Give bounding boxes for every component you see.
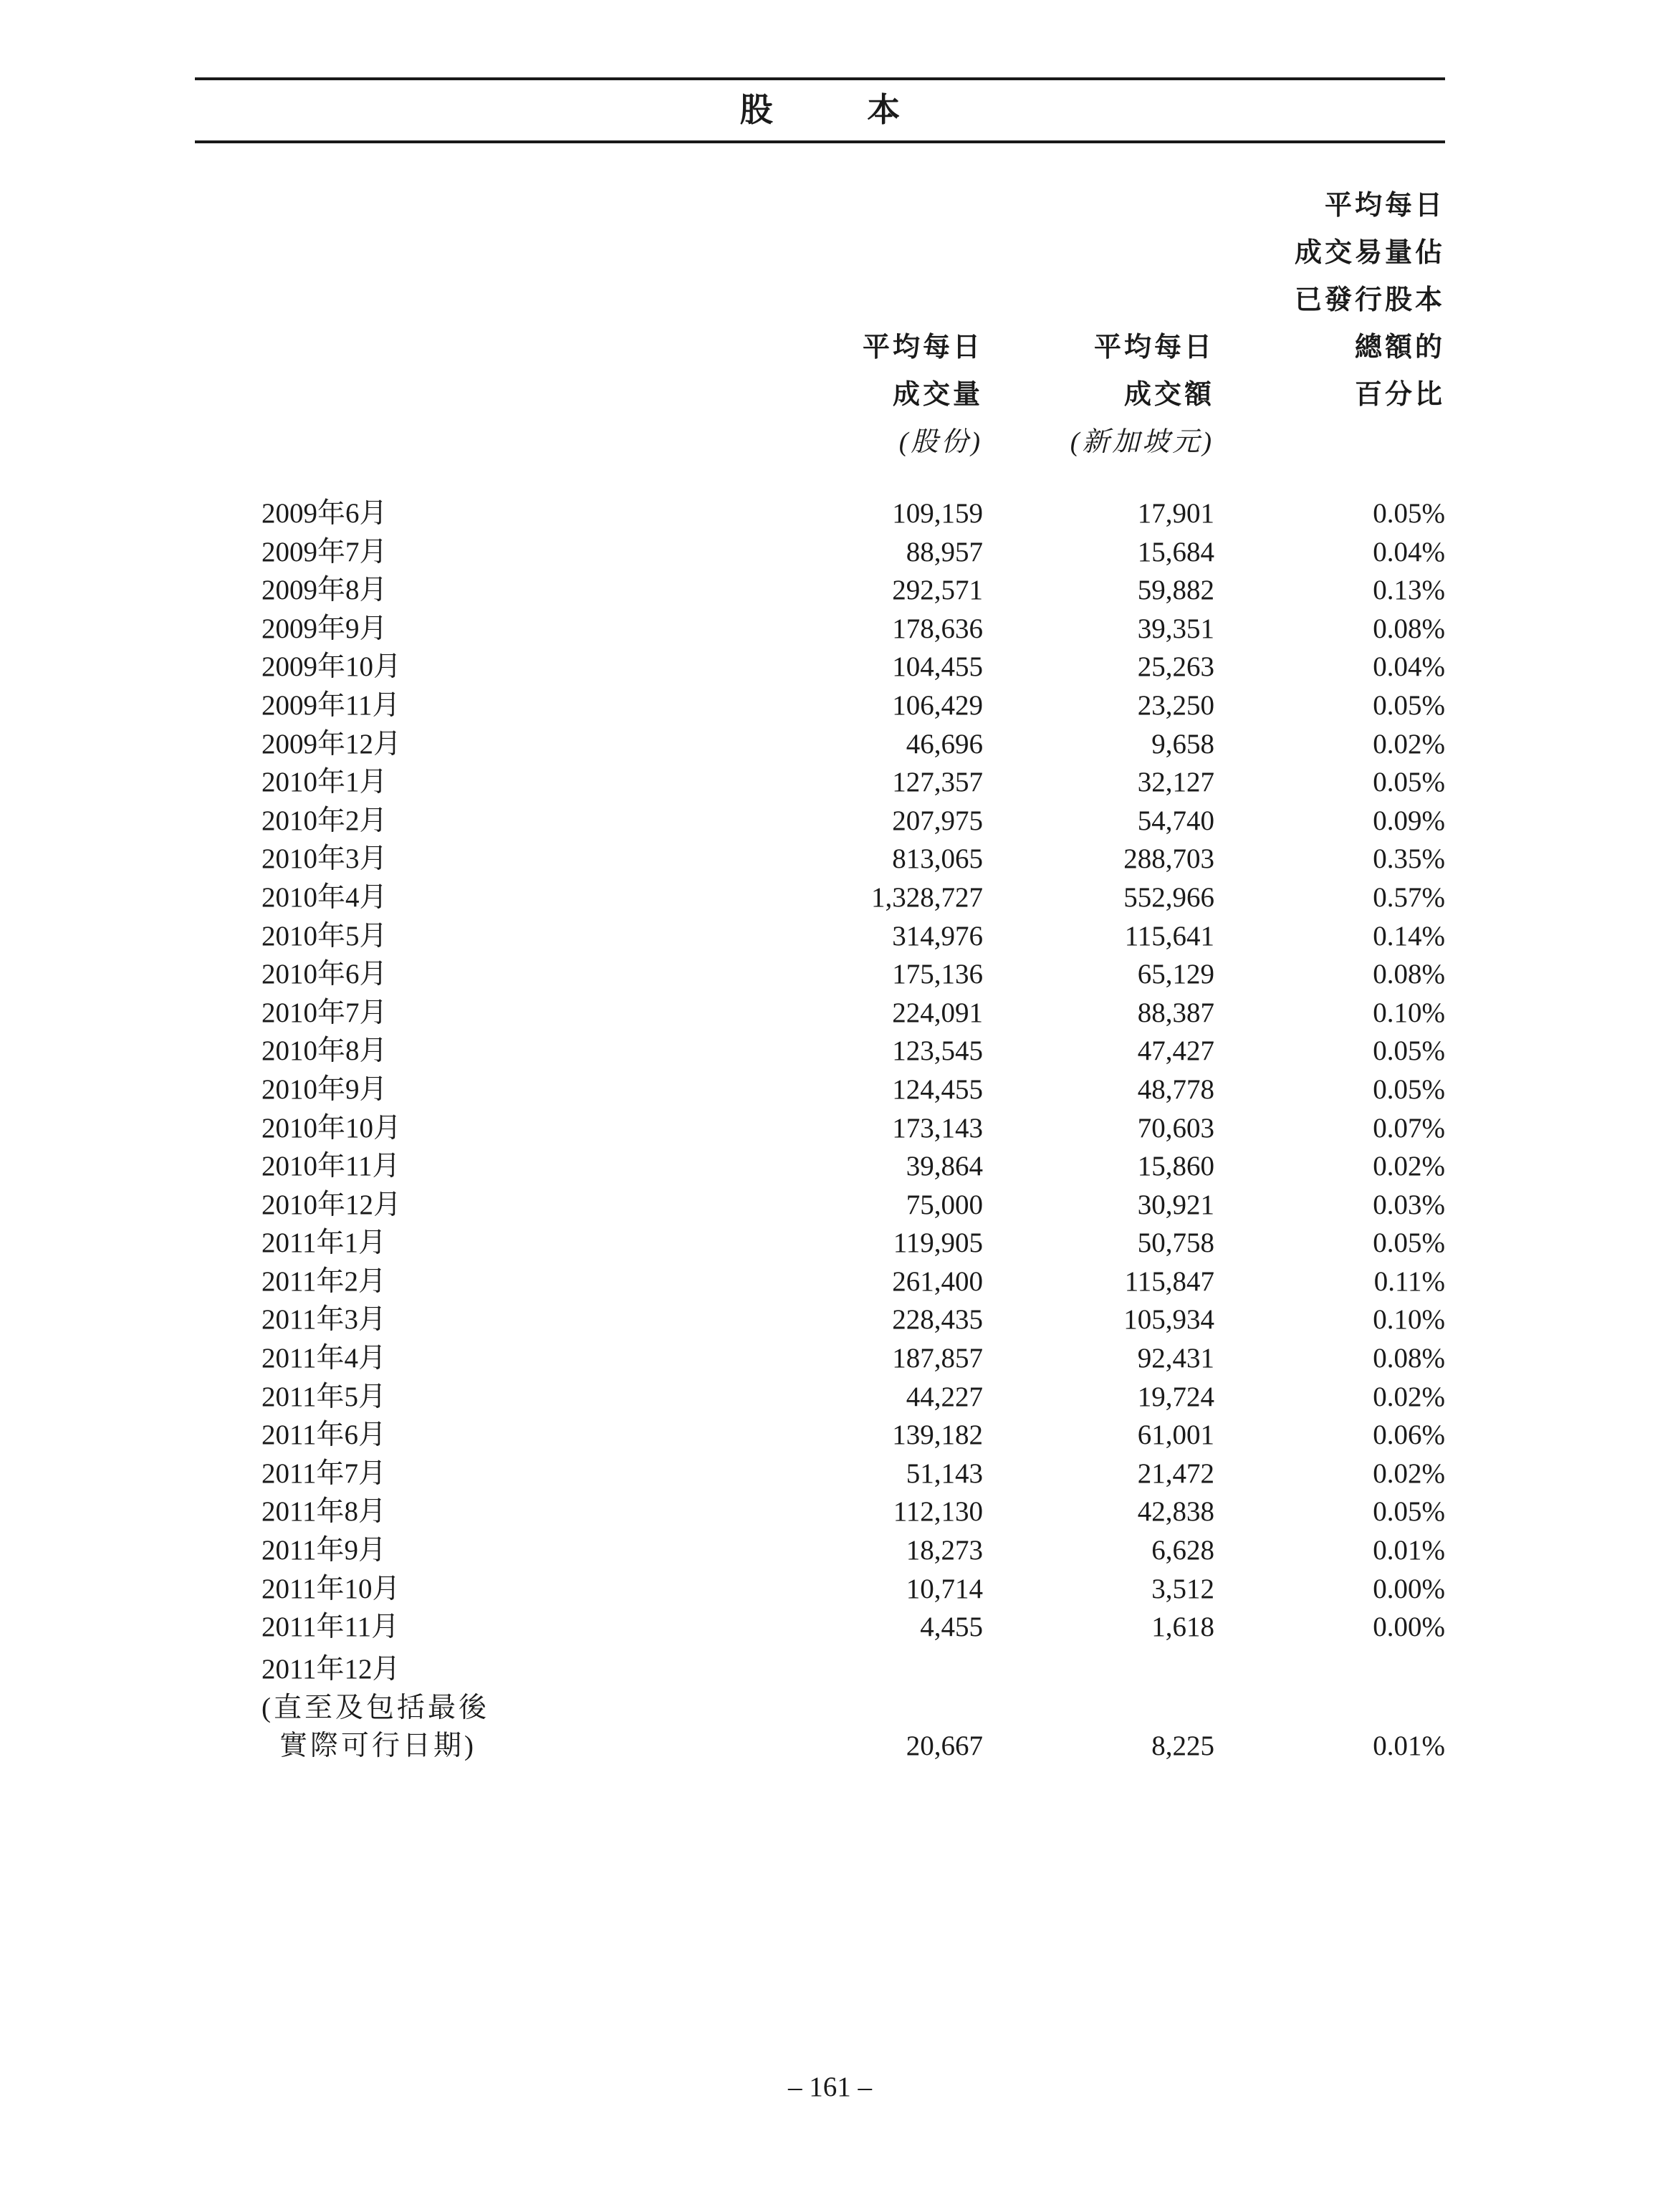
row-volume: 10,714 xyxy=(906,1573,983,1604)
row-value: 3,512 xyxy=(1151,1573,1214,1604)
row-value: 88,387 xyxy=(1137,997,1214,1028)
row-date: 2010年7月 xyxy=(262,997,388,1028)
row-value: 61,001 xyxy=(1137,1419,1214,1451)
row-date: 2009年9月 xyxy=(262,613,388,644)
row-percent: 0.08% xyxy=(1373,1343,1445,1374)
row-percent: 0.35% xyxy=(1373,843,1445,875)
table-row xyxy=(195,1032,1445,1071)
row-date: 2011年7月 xyxy=(262,1457,387,1489)
row-volume: 127,357 xyxy=(892,767,983,798)
table-row xyxy=(195,878,1445,917)
row-date: 2011年8月 xyxy=(262,1496,387,1528)
row-date: 2011年6月 xyxy=(262,1419,387,1451)
column-header-value: 平均每日 成交額 (新加坡元) xyxy=(1070,332,1214,457)
row-date: 2010年11月 xyxy=(262,1151,400,1182)
row-volume: 224,091 xyxy=(892,997,983,1028)
row-percent: 0.02% xyxy=(1373,1151,1445,1182)
row-volume: 261,400 xyxy=(892,1265,983,1297)
row-date: 2009年6月 xyxy=(262,498,388,529)
row-percent: 0.04% xyxy=(1373,536,1445,568)
table-row-last xyxy=(195,1650,1445,1765)
row-percent: 0.02% xyxy=(1373,1381,1445,1412)
row-value: 50,758 xyxy=(1137,1227,1214,1259)
table-row xyxy=(195,955,1445,994)
row-volume: 123,545 xyxy=(892,1035,983,1067)
table-row xyxy=(195,1186,1445,1225)
table-row xyxy=(195,1147,1445,1186)
row-value: 42,838 xyxy=(1137,1496,1214,1528)
table-row xyxy=(195,1455,1445,1493)
row-value: 21,472 xyxy=(1137,1457,1214,1489)
bottom-rule xyxy=(195,140,1445,143)
row-date: 2010年8月 xyxy=(262,1035,388,1067)
table-row xyxy=(195,571,1445,610)
row-percent: 0.04% xyxy=(1373,651,1445,683)
row-date: 2010年12月 xyxy=(262,1189,402,1220)
row-volume: 106,429 xyxy=(892,689,983,721)
table-row xyxy=(195,840,1445,878)
table-row xyxy=(195,1378,1445,1417)
row-volume: 75,000 xyxy=(906,1189,983,1220)
row-volume: 292,571 xyxy=(892,575,983,606)
table-row xyxy=(195,494,1445,533)
row-date: 2009年10月 xyxy=(262,651,402,683)
row-date: 2011年2月 xyxy=(262,1265,387,1297)
row-volume: 228,435 xyxy=(892,1304,983,1336)
row-date: 2011年5月 xyxy=(262,1381,387,1412)
row-date: 2009年7月 xyxy=(262,536,388,568)
row-value: 552,966 xyxy=(1123,881,1214,913)
row-percent: 0.05% xyxy=(1373,1073,1445,1105)
row-volume: 39,864 xyxy=(906,1151,983,1182)
column-headers xyxy=(195,191,1445,466)
row-percent: 0.05% xyxy=(1373,498,1445,529)
row-percent: 0.08% xyxy=(1373,959,1445,990)
row-value: 15,684 xyxy=(1137,536,1214,568)
row-value: 17,901 xyxy=(1137,498,1214,529)
row-percent: 0.09% xyxy=(1373,805,1445,836)
row-value: 32,127 xyxy=(1137,767,1214,798)
page-number: – 161 – xyxy=(788,2072,872,2102)
table-row xyxy=(195,1608,1445,1647)
table-row xyxy=(195,1109,1445,1148)
table-row xyxy=(195,994,1445,1033)
row-percent: 0.10% xyxy=(1373,1304,1445,1336)
table-row xyxy=(195,1416,1445,1455)
row-percent: 0.05% xyxy=(1373,767,1445,798)
row-date: 2010年2月 xyxy=(262,805,388,836)
table-row xyxy=(195,763,1445,802)
row-value: 1,618 xyxy=(1151,1612,1214,1643)
row-date: 2009年11月 xyxy=(262,689,400,721)
row-value: 115,641 xyxy=(1124,920,1214,952)
row-value: 115,847 xyxy=(1124,1265,1214,1297)
row-date: 2010年3月 xyxy=(262,843,388,875)
row-percent: 0.05% xyxy=(1373,1496,1445,1528)
row-volume: 51,143 xyxy=(906,1457,983,1489)
row-value: 39,351 xyxy=(1137,613,1214,644)
table-row xyxy=(195,1263,1445,1301)
row-volume: 119,905 xyxy=(893,1227,983,1259)
row-value: 54,740 xyxy=(1137,805,1214,836)
row-value: 19,724 xyxy=(1137,1381,1214,1412)
table-row xyxy=(195,917,1445,956)
row-value: 30,921 xyxy=(1137,1189,1214,1220)
row-value: 25,263 xyxy=(1137,651,1214,683)
row-volume: 44,227 xyxy=(906,1381,983,1412)
row-date: 2011年12月 xyxy=(262,1654,400,1685)
row-date: 2010年9月 xyxy=(262,1073,388,1105)
row-date: 2010年1月 xyxy=(262,767,388,798)
row-volume: 1,328,727 xyxy=(871,881,983,913)
row-percent: 0.07% xyxy=(1373,1112,1445,1144)
page-title: 股 本 xyxy=(739,92,944,128)
row-value: 6,628 xyxy=(1151,1535,1214,1566)
row-date: 2011年4月 xyxy=(262,1343,387,1374)
row-volume: 88,957 xyxy=(906,536,983,568)
row-volume: 46,696 xyxy=(906,728,983,760)
table-row xyxy=(195,686,1445,725)
row-date: 2011年9月 xyxy=(262,1535,387,1566)
row-volume: 207,975 xyxy=(892,805,983,836)
row-volume: 124,455 xyxy=(892,1073,983,1105)
row-percent: 0.05% xyxy=(1373,689,1445,721)
row-percent: 0.02% xyxy=(1373,1457,1445,1489)
row-value: 9,658 xyxy=(1151,728,1214,760)
row-percent: 0.00% xyxy=(1373,1573,1445,1604)
row-date: 2009年12月 xyxy=(262,728,402,760)
row-value: 105,934 xyxy=(1123,1304,1214,1336)
row-value: 15,860 xyxy=(1137,1151,1214,1182)
row-value: 8,225 xyxy=(1151,1730,1214,1762)
row-value: 47,427 xyxy=(1137,1035,1214,1067)
row-percent: 0.01% xyxy=(1373,1535,1445,1566)
table-row xyxy=(195,648,1445,686)
row-date: 2011年10月 xyxy=(262,1573,400,1604)
row-volume: 109,159 xyxy=(892,498,983,529)
row-percent: 0.00% xyxy=(1373,1612,1445,1643)
row-date: 2010年5月 xyxy=(262,920,388,952)
table-row xyxy=(195,610,1445,648)
row-volume: 314,976 xyxy=(892,920,983,952)
trading-table xyxy=(195,494,1445,1647)
table-row xyxy=(195,802,1445,841)
row-percent: 0.10% xyxy=(1373,997,1445,1028)
column-header-volume: 平均每日 成交量 (股份) xyxy=(862,332,983,457)
row-date: 2010年6月 xyxy=(262,959,388,990)
row-volume: 4,455 xyxy=(920,1612,983,1643)
row-date: 2009年8月 xyxy=(262,575,388,606)
table-row xyxy=(195,1301,1445,1339)
row-value: 23,250 xyxy=(1137,689,1214,721)
row-volume: 187,857 xyxy=(892,1343,983,1374)
row-volume: 139,182 xyxy=(892,1419,983,1451)
row-value: 48,778 xyxy=(1137,1073,1214,1105)
row-value: 288,703 xyxy=(1123,843,1214,875)
page-header xyxy=(195,77,1445,143)
table-row xyxy=(195,1339,1445,1378)
row-volume: 813,065 xyxy=(892,843,983,875)
table-row xyxy=(195,533,1445,572)
row-date-note: (直至及包括最後 xyxy=(262,1692,489,1723)
row-value: 59,882 xyxy=(1137,575,1214,606)
row-value: 92,431 xyxy=(1137,1343,1214,1374)
row-percent: 0.02% xyxy=(1373,728,1445,760)
row-percent: 0.05% xyxy=(1373,1227,1445,1259)
row-percent: 0.11% xyxy=(1373,1265,1445,1297)
row-value: 70,603 xyxy=(1137,1112,1214,1144)
row-date: 2010年4月 xyxy=(262,881,388,913)
table-row xyxy=(195,1493,1445,1531)
row-date: 2011年1月 xyxy=(262,1227,387,1259)
row-percent: 0.13% xyxy=(1373,575,1445,606)
row-percent: 0.03% xyxy=(1373,1189,1445,1220)
table-row xyxy=(195,1071,1445,1109)
row-volume: 178,636 xyxy=(892,613,983,644)
row-percent: 0.06% xyxy=(1373,1419,1445,1451)
table-row xyxy=(195,1570,1445,1609)
row-percent: 0.05% xyxy=(1373,1035,1445,1067)
table-row xyxy=(195,1224,1445,1263)
row-date-note: 實際可行日期) xyxy=(279,1730,476,1762)
row-date: 2010年10月 xyxy=(262,1112,402,1144)
column-header-percent: 平均每日 成交易量佔 已發行股本 總額的 百分比 xyxy=(1294,191,1445,410)
row-volume: 18,273 xyxy=(906,1535,983,1566)
row-date: 2011年11月 xyxy=(262,1612,400,1643)
row-percent: 0.01% xyxy=(1373,1730,1445,1762)
row-volume: 173,143 xyxy=(892,1112,983,1144)
row-volume: 175,136 xyxy=(892,959,983,990)
row-date: 2011年3月 xyxy=(262,1304,387,1336)
table-row xyxy=(195,725,1445,764)
row-percent: 0.14% xyxy=(1373,920,1445,952)
row-volume: 112,130 xyxy=(893,1496,983,1528)
row-volume: 20,667 xyxy=(906,1730,983,1762)
table-row xyxy=(195,1531,1445,1570)
row-volume: 104,455 xyxy=(892,651,983,683)
row-value: 65,129 xyxy=(1137,959,1214,990)
row-percent: 0.08% xyxy=(1373,613,1445,644)
row-percent: 0.57% xyxy=(1373,881,1445,913)
